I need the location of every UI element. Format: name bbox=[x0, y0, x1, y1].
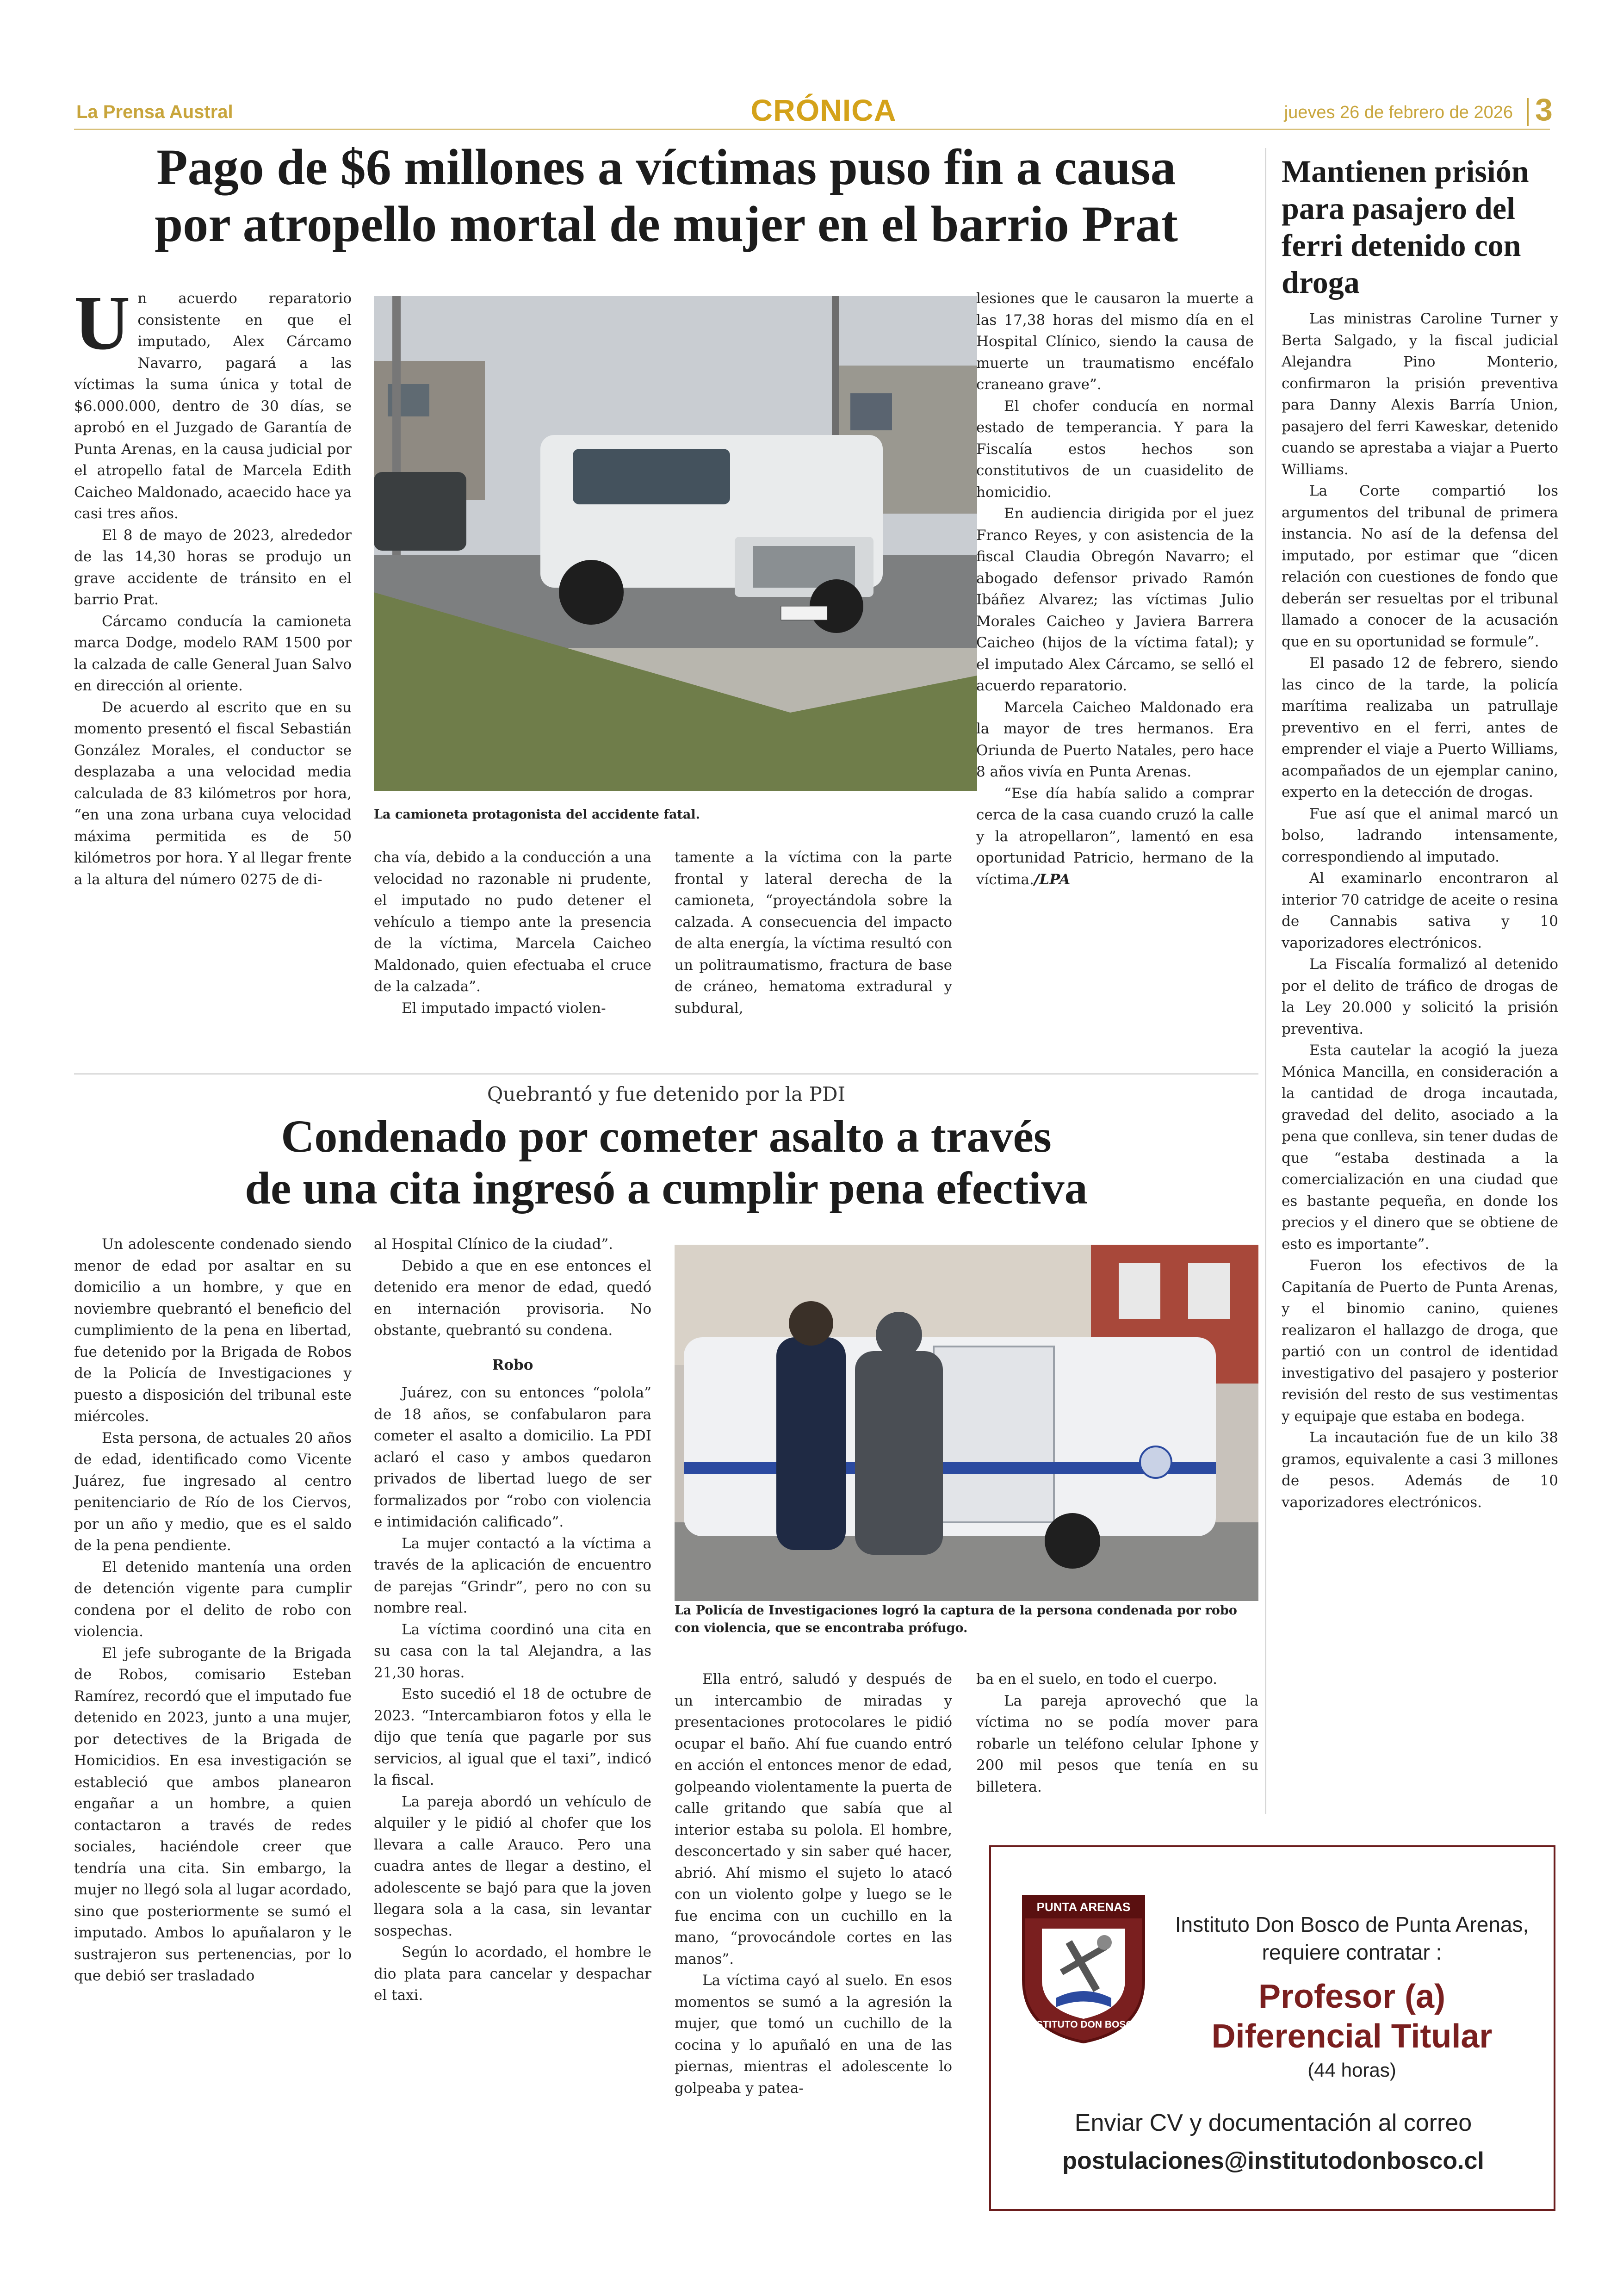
article2-paragraph: al Hospital Clínico de la ciudad”. bbox=[374, 1236, 613, 1253]
school-crest-logo bbox=[1014, 1892, 1153, 2044]
article1-headline-line1: Pago de $6 millones a víctimas puso fin a causa bbox=[156, 139, 1176, 195]
sidebar-paragraph: Las ministras Caroline Turner y Berta Salgado, y la fiscal judicial Alejandra Pino Monterio, confirmaron la prisión preventiva para Danny Alexis Barría Union, pasajero del ferri Kaweskar, detenido cuando se aprestaba a viajar a Puerto Williams. bbox=[1282, 310, 1558, 478]
sidebar-paragraph: Esta cautelar la acogió la jueza Mónica Mancilla, en consideración a la cantidad de droga incautada, gravedad del delito, asociado a la pena que conlleva, sin tener dudas de que “estaba destinada a la comercialización en una ciudad que es bastante pequeña, en donde los precios y el dinero que se obtiene de esto es importante”. bbox=[1282, 1042, 1558, 1253]
sidebar-paragraph: El pasado 12 de febrero, siendo las cinco de la tarde, la policía marítima realizaba un patrullaje preventivo en el ferri, antes de emprender el viaje a Puerto Williams, acompañados de un ejemplar canino, experto en la detección de drogas. bbox=[1282, 655, 1558, 800]
article2-column-3 bbox=[675, 1669, 952, 2099]
article2-paragraph: Debido a que en ese entonces el detenido era menor de edad, quedó en internación provisoria. No obstante, quebrantó su condena. bbox=[374, 1257, 651, 1339]
article1-paragraph: El chofer conducía en normal estado de temperancia. Y para la Fiscalía estos hechos son constitutivos de un cuasidelito de homicidio. bbox=[976, 397, 1254, 501]
issue-date: jueves 26 de febrero de 2026 bbox=[1284, 103, 1513, 122]
sidebar-paragraph: La Corte compartió los argumentos del tribunal de primera instancia. No así de la defensa del imputado, por estimar que “dicen relación con cuestiones de fondo que deberán ser resueltas por el tribunal llamado a conocer de la acusación que en su oportunidad se formule”. bbox=[1282, 483, 1558, 650]
article1-paragraph: n acuerdo reparatorio consistente en que el imputado, Alex Cárcamo Navarro, pagará a las víctimas la suma única y total de $6.000.000, dentro de 30 días, se aprobó en el Juzgado de Garantía de Punta Arenas, en la causa judicial por el atropello fatal de Marcela Edith Caicheo Maldonado, acaecido hace ya casi tres años. bbox=[74, 290, 352, 522]
article1-paragraph: En audiencia dirigida por el juez Franco Reyes, y con asistencia de la fiscal Claudia Obregón Navarro; el abogado defensor privado Ramón Ibáñez Alvarez; las víctimas Julio Morales Caicheo y Javiera Barrera Caicheo (hijos de la víctima fatal); y el imputado Alex Cárcamo, se selló el acuerdo reparatorio. bbox=[976, 505, 1254, 694]
ad-hours: (44 horas) bbox=[1307, 2059, 1396, 2081]
article2-paragraph: La pareja aprovechó que la víctima no se podía mover para robarle un teléfono celular Iphone y 200 mil pesos que tenía en su billetera. bbox=[976, 1692, 1258, 1795]
article2-kicker: Quebrantó y fue detenido por la PDI bbox=[487, 1083, 846, 1105]
article1-paragraph: De acuerdo al escrito que en su momento presentó el fiscal Sebastián González Morales, el conductor se desplazaba a una velocidad media calculada de 83 kilómetros por hora, “en una zona urbana cuya velocidad máxima permitida es de 50 kilómetros por hora. Y al llegar frente a la altura del número 0275 de di- bbox=[74, 699, 352, 888]
article1-headline bbox=[74, 139, 1258, 253]
article2-paragraph: Un adolescente condenado siendo menor de edad por asaltar en su domicilio a un hombre, y que en noviembre quebrantó el beneficio del cumplimiento de la pena en libertad, fue detenido por la Brigada de Robos de la Policía de Investigaciones y puesto a disposición del tribunal este miércoles. bbox=[74, 1236, 352, 1425]
sidebar-body bbox=[1282, 308, 1558, 1513]
sidebar-paragraph: Al examinarlo encontraron al interior 70 catridge de aceite o resina de Cannabis sativa y 10 vaporizadores electrónicos. bbox=[1282, 870, 1558, 951]
article1-photo-caption: La camioneta protagonista del accidente fatal. bbox=[374, 807, 700, 822]
ad-line1: Instituto Don Bosco de Punta Arenas, bbox=[1175, 1912, 1529, 1936]
article2-column-2 bbox=[374, 1234, 651, 2006]
article1-paragraph: Cárcamo conducía la camioneta marca Dodge, modelo RAM 1500 por la calzada de calle General Juan Salvo en dirección al oriente. bbox=[74, 613, 352, 694]
article1-column-1 bbox=[74, 280, 352, 890]
section-title: CRÓNICA bbox=[750, 93, 897, 127]
article1-paragraph: El imputado impactó violen- bbox=[402, 999, 606, 1017]
crest-arc-text: INSTITUTO DON BOSCO bbox=[1027, 2019, 1140, 2030]
article2-subhead: Robo bbox=[492, 1356, 533, 1373]
arrest-photo bbox=[675, 1245, 1258, 1601]
sidebar-paragraph: La Fiscalía formalizó al detenido por el delito de tráfico de drogas de la Ley 20.000 y solicitó la prisión preventiva. bbox=[1282, 956, 1558, 1037]
article2-paragraph: La víctima coordinó una cita en su casa con la tal Alejandra, a las 21,30 horas. bbox=[374, 1621, 651, 1681]
article1-paragraph: “Ese día había salido a comprar cerca de la casa cuando cruzó la calle y la atropellaron”, lamentó en esa oportunidad Patricio, hermano de la víctima. bbox=[976, 785, 1254, 888]
sidebar-headline: Mantienen prisión para pasajero del ferri detenido con droga bbox=[1282, 154, 1529, 300]
article2-paragraph: Ella entró, saludó y después de un intercambio de miradas y presentaciones protocolares le pidió ocupar el baño. Ahí fue cuando entró en acción el entonces menor de edad, golpeando violentamente la puerta de calle gritando que sabía que al interior estaba su polola. El hombre, desconcertado y sin saber qué hacer, abrió. Ahí mismo el sujeto lo atacó con un violento golpe y luego se le fue encima con un cuchillo en la mano, “provocándole cortes en las manos”. bbox=[675, 1671, 952, 1967]
header-rule bbox=[74, 129, 1550, 130]
article2-paragraph: La mujer contactó a la víctima a través de la aplicación de encuentro de parejas “Grindr”, pero no con su nombre real. bbox=[374, 1535, 651, 1616]
sidebar-paragraph: Fue así que el animal marcó un bolso, ladrando intensamente, correspondiendo al imputado. bbox=[1282, 805, 1558, 865]
article2-headline bbox=[74, 1111, 1258, 1214]
newspaper-name: La Prensa Austral bbox=[76, 102, 233, 122]
sidebar-divider bbox=[1265, 148, 1266, 1814]
job-advertisement bbox=[989, 1845, 1555, 2211]
page-number: 3 bbox=[1535, 92, 1553, 127]
ad-instructions: Enviar CV y documentación al correo bbox=[1074, 2110, 1472, 2136]
article2-paragraph: Juárez, con su entonces “polola” de 18 años, se confabularon para cometer el asalto a domicilio. La PDI aclaró el caso y ambos quedaron privados de libertad luego de ser formalizados por “robo con violencia e intimidación calificado”. bbox=[374, 1384, 651, 1530]
article1-signature: /LPA bbox=[1034, 871, 1071, 888]
article2-paragraph: Esto sucedió el 18 de octubre de 2023. “Intercambiaron fotos y ella le dijo que tenía que pagarle por sus servicios, al igual que el taxi”, indicó la fiscal. bbox=[374, 1686, 651, 1788]
article2-headline-line2: de una cita ingresó a cumplir pena efectiva bbox=[245, 1162, 1088, 1214]
article1-paragraph: Marcela Caicheo Maldonado era la mayor de tres hermanos. Era Oriunda de Puerto Natales, pero hace 8 años vivía en Punta Arenas. bbox=[976, 699, 1254, 780]
article1-headline-line2: por atropello mortal de mujer en el barrio Prat bbox=[155, 196, 1178, 253]
sidebar-paragraph: Fueron los efectivos de la Capitanía de Puerto de Punta Arenas, y el binomio canino, quienes realizaron el hallazgo de droga, que partió con un control de identidad investigativo del pasajero y posterior revisión del resto de sus vestimentas y equipaje que estaba en bodega. bbox=[1282, 1257, 1558, 1425]
header-separator bbox=[1527, 98, 1529, 126]
article2-paragraph: La víctima cayó al suelo. En esos momentos se sumó a la agresión la mujer, que tomó un cuchillo de la cocina y lo apuñaló en una de las piernas, mientras el adolescente lo golpeaba y patea- bbox=[675, 1972, 952, 2097]
article1-paragraph: tamente a la víctima con la parte frontal y lateral derecha de la camioneta, “proyectándola sobre la calzada. A consecuencia del impacto de alta energía, la víctima resultó con un politraumatismo, fractura de base de cráneo, hematoma extradural y subdural, bbox=[675, 849, 952, 1017]
article2-column-1 bbox=[74, 1234, 352, 1987]
article2-paragraph: Esta persona, de actuales 20 años de edad, identificado como Vicente Juárez, fue ingresado al centro penitenciario de Río de los Ciervos, por un año y medio, que es el saldo de la pena pendiente. bbox=[74, 1429, 352, 1554]
ad-email-link[interactable]: postulaciones@institutodonbosco.cl bbox=[1062, 2147, 1484, 2174]
sidebar-paragraph: La incautación fue de un kilo 38 gramos, equivalente a casi 3 millones de pesos. Además de 10 vaporizadores electrónicos. bbox=[1282, 1429, 1558, 1511]
article1-column-4 bbox=[976, 288, 1254, 890]
crest-top-text: PUNTA ARENAS bbox=[1036, 1900, 1131, 1914]
ad-position-line1: Profesor (a) bbox=[1258, 1978, 1446, 2015]
pickup-truck-photo bbox=[374, 296, 977, 791]
article2-column-4 bbox=[976, 1669, 1258, 1798]
article2-paragraph: El jefe subrogante de la Brigada de Robos, comisario Esteban Ramírez, recordó que el imputado fue detenido en 2023, junto a una mujer, por detectives de la Brigada de Homicidios. En esa investigación se estableció que ambos planearon engañar a un hombre, a quien contactaron a través de redes sociales, haciéndole creer que tendría una cita. Sin embargo, la mujer no llegó sola al lugar acordado, sino que posteriormente se sumó el imputado. Ambos lo apuñalaron y le sustrajeron sus pertenencias, por lo que debió ser trasladado bbox=[74, 1644, 352, 1984]
ad-position-line2: Diferencial Titular bbox=[1211, 2018, 1493, 2055]
article1-paragraph: cha vía, debido a la conducción a una velocidad no razonable ni prudente, el imputado no pudo detener el vehículo a tiempo ante la presencia de la víctima, Marcela Caicheo Maldonado, quien efectuaba el cruce de la calzada”. bbox=[374, 849, 651, 995]
article2-paragraph: La pareja abordó un vehículo de alquiler y le pidió al chofer que los llevara a calle Arauco. Pero una cuadra antes de llegar a destino, el adolescente se bajó para que la joven llegara sola a la casa, sin levantar sospechas. bbox=[374, 1793, 651, 1939]
article1-paragraph: El 8 de mayo de 2023, alrededor de las 14,30 horas se produjo un grave accidente de tránsito en el barrio Prat. bbox=[74, 527, 352, 608]
dropcap: U bbox=[74, 280, 130, 366]
article1-column-2 bbox=[374, 847, 651, 1019]
article2-photo-caption: La Policía de Investigaciones logró la captura de la persona condenada por robo con violencia, que se encontraba prófugo. bbox=[675, 1603, 1237, 1635]
article1-paragraph: lesiones que le causaron la muerte a las 17,38 horas del mismo día en el Hospital Clínico, siendo la causa de muerte un traumatismo encéfalo craneano grave”. bbox=[976, 290, 1254, 393]
article2-paragraph: El detenido mantenía una orden de detención vigente para cumplir condena por el delito de robo con violencia. bbox=[74, 1558, 352, 1640]
article2-paragraph: Según lo acordado, el hombre le dio plata para cancelar y despachar el taxi. bbox=[374, 1944, 651, 2004]
ad-line2: requiere contratar : bbox=[1262, 1940, 1442, 1964]
article2-headline-line1: Condenado por cometer asalto a través bbox=[281, 1111, 1052, 1162]
article2-paragraph: ba en el suelo, en todo el cuerpo. bbox=[976, 1671, 1218, 1688]
article1-column-3 bbox=[675, 847, 952, 1019]
